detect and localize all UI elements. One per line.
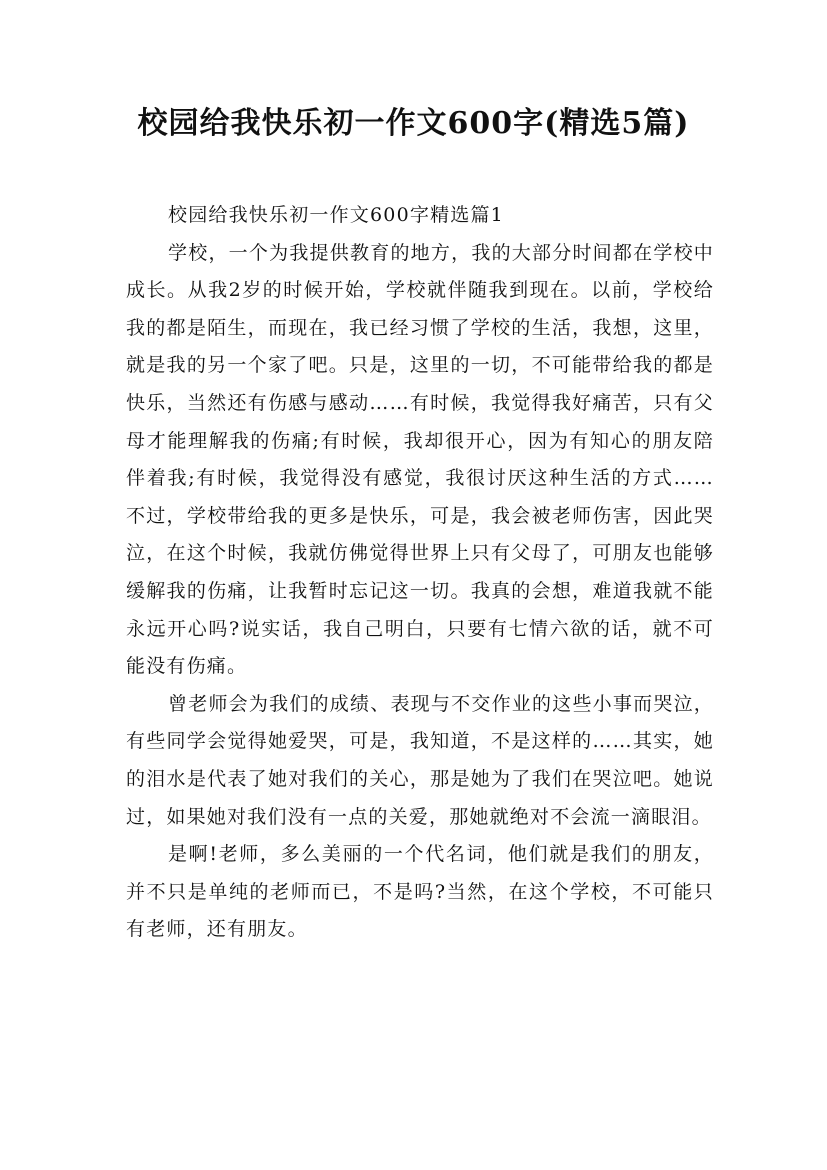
paragraph-3: 是啊!老师，多么美丽的一个代名词，他们就是我们的朋友，并不只是单纯的老师而已，不是吗?当然，在这个学校，不可能只有老师，还有朋友。 <box>126 843 714 941</box>
document-body <box>126 197 714 949</box>
section-heading: 校园给我快乐初一作文600字精选篇1 <box>168 204 504 226</box>
paragraph-1: 学校，一个为我提供教育的地方，我的大部分时间都在学校中成长。从我2岁的时候开始，学校就伴随我到现在。以前，学校给我的都是陌生，而现在，我已经习惯了学校的生活，我想，这里，就是我的另一个家了吧。只是，这里的一切，不可能带给我的都是快乐，当然还有伤感与感动……有时候，我觉得我好痛苦，只有父母才能理解我的伤痛;有时候，我却很开心，因为有知心的朋友陪伴着我;有时候，我觉得没有感觉，我很讨厌这种生活的方式……不过，学校带给我的更多是快乐，可是，我会被老师伤害，因此哭泣，在这个时候，我就仿佛觉得世界上只有父母了，可朋友也能够缓解我的伤痛，让我暂时忘记这一切。我真的会想，难道我就不能永远开心吗?说实话，我自己明白，只要有七情六欲的话，就不可能没有伤痛。 <box>126 241 714 678</box>
document-title: 校园给我快乐初一作文600字(精选5篇) <box>137 106 690 141</box>
paragraph-2: 曾老师会为我们的成绩、表现与不交作业的这些小事而哭泣，有些同学会觉得她爱哭，可是，我知道，不是这样的……其实，她的泪水是代表了她对我们的关心，那是她为了我们在哭泣吧。她说过，如果她对我们没有一点的关爱，那她就绝对不会流一滴眼泪。 <box>126 692 714 828</box>
